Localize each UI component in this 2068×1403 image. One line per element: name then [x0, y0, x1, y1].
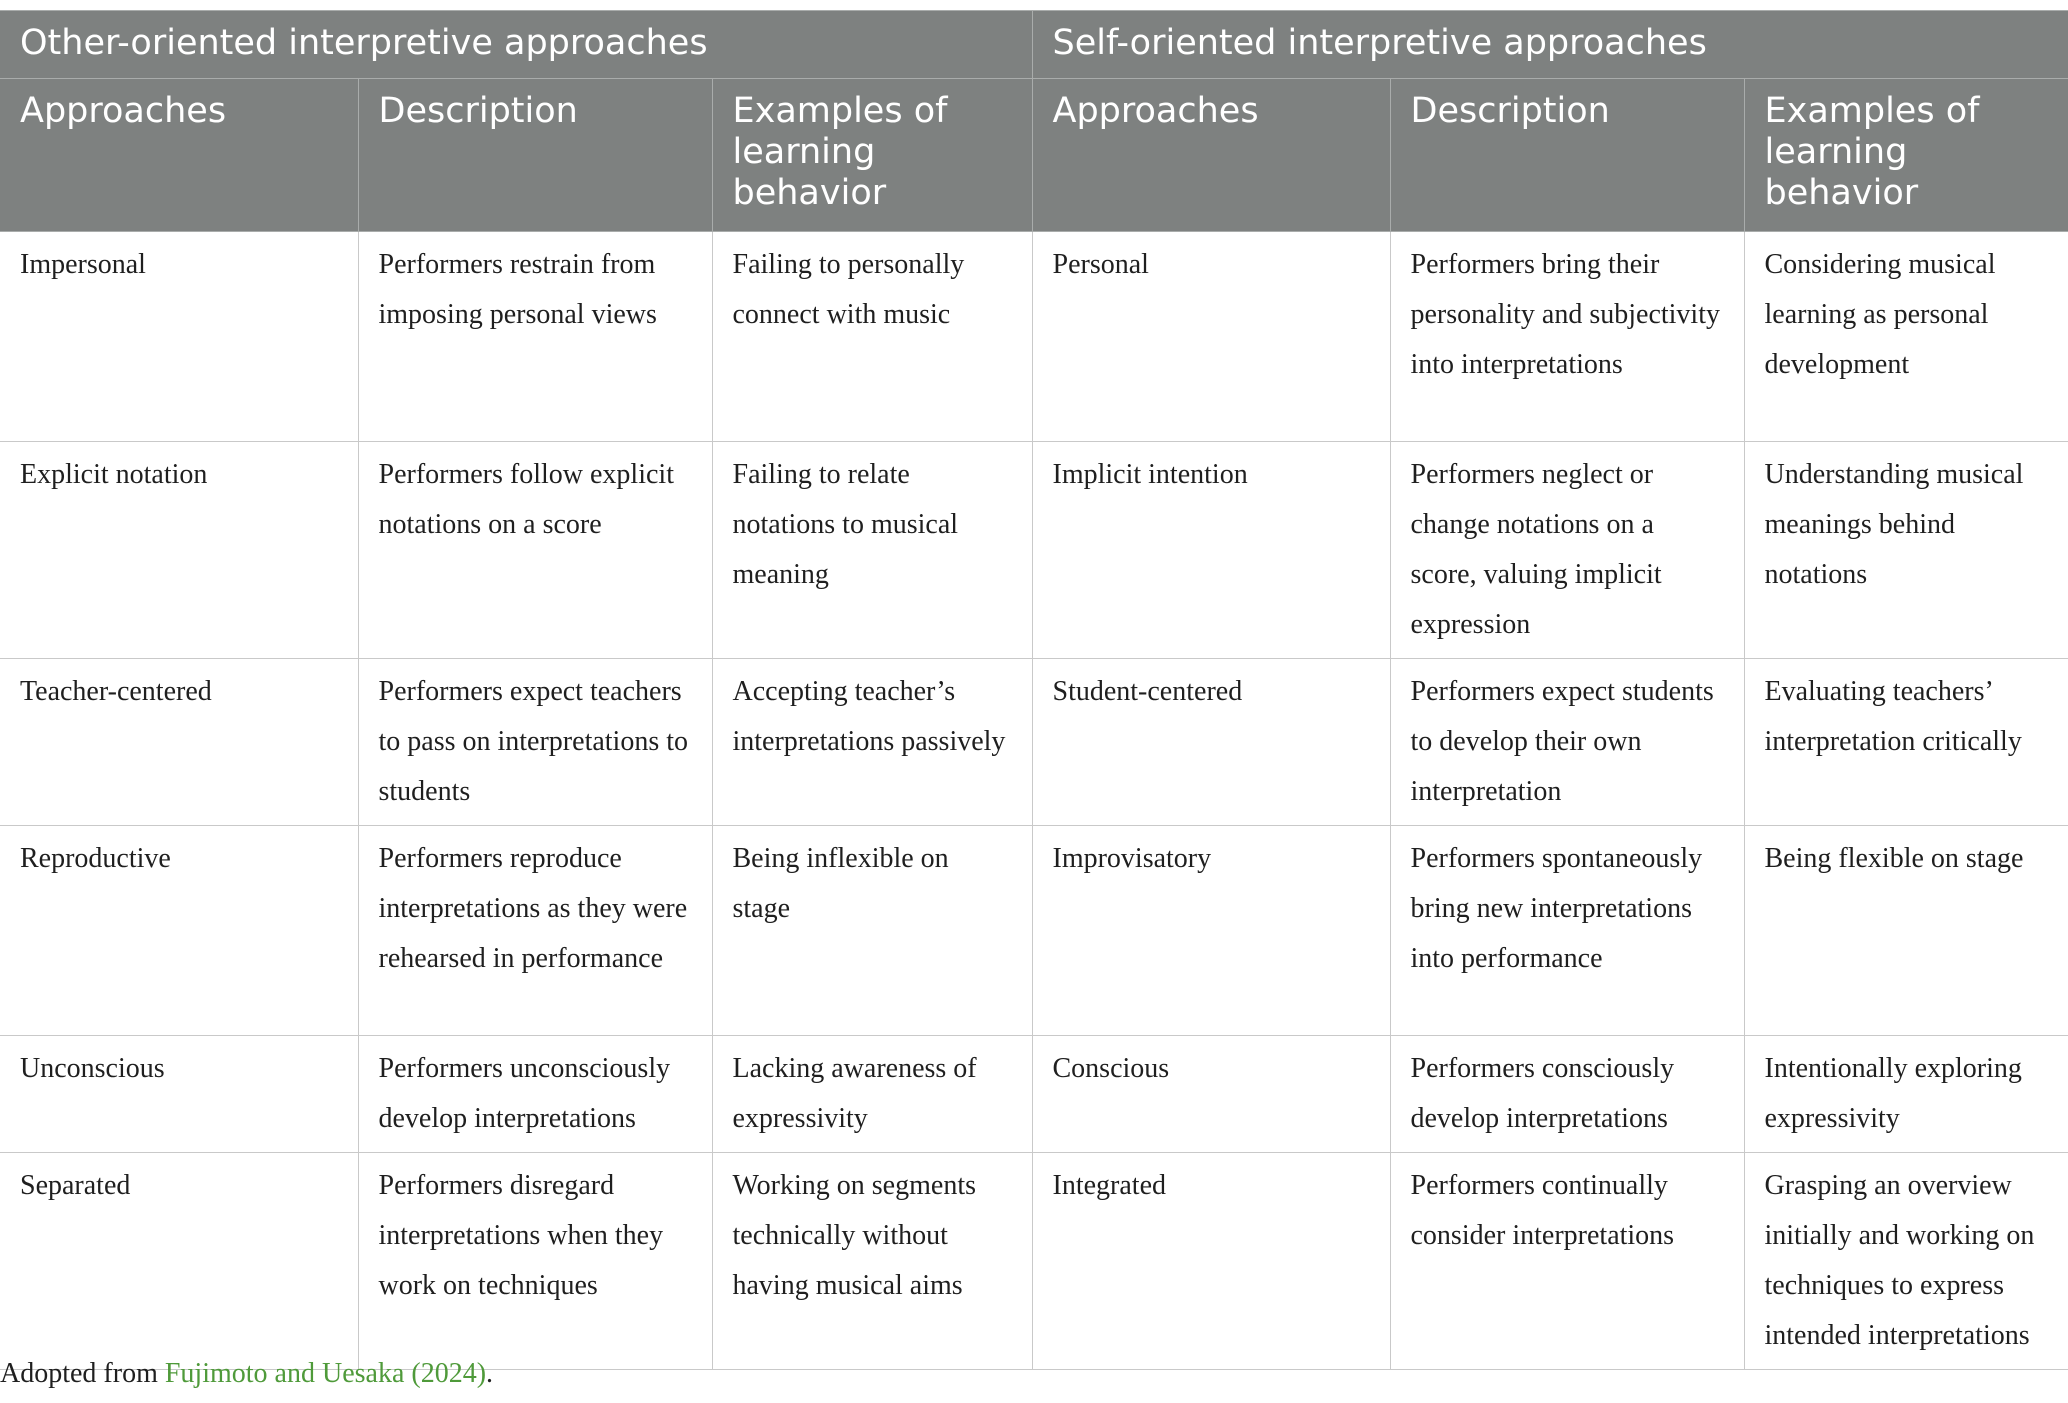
interpretive-approaches-table [0, 10, 2068, 1370]
table-cell: Understanding musical meanings behind notations [1744, 442, 2068, 659]
table-cell: Separated [0, 1153, 358, 1370]
column-header-row [0, 79, 2068, 232]
table-cell: Teacher-centered [0, 659, 358, 826]
table-cell: Working on segments technically without having musical aims [712, 1153, 1032, 1370]
table-row [0, 1153, 2068, 1370]
table-cell: Explicit notation [0, 442, 358, 659]
table-cell: Failing to personally connect with music [712, 232, 1032, 442]
table-cell: Performers expect teachers to pass on interpretations to students [358, 659, 712, 826]
table-cell: Performers neglect or change notations on a score, valuing implicit expression [1390, 442, 1744, 659]
table-cell: Intentionally exploring expressivity [1744, 1036, 2068, 1153]
table-row [0, 826, 2068, 1036]
table-cell: Integrated [1032, 1153, 1390, 1370]
table-footnote [0, 1358, 493, 1390]
group-header-other-oriented: Other-oriented interpretive approaches [0, 11, 1032, 79]
table-row [0, 442, 2068, 659]
table-cell: Improvisatory [1032, 826, 1390, 1036]
table-cell: Performers unconsciously develop interpretations [358, 1036, 712, 1153]
table-row [0, 1036, 2068, 1153]
table-cell: Implicit intention [1032, 442, 1390, 659]
table-cell: Reproductive [0, 826, 358, 1036]
table-cell: Performers follow explicit notations on a score [358, 442, 712, 659]
table-cell: Performers restrain from imposing personal views [358, 232, 712, 442]
group-header-self-oriented: Self-oriented interpretive approaches [1032, 11, 2068, 79]
column-header: Description [358, 79, 712, 232]
table-cell: Considering musical learning as personal development [1744, 232, 2068, 442]
table-cell: Lacking awareness of expressivity [712, 1036, 1032, 1153]
table-row [0, 659, 2068, 826]
table-cell: Performers expect students to develop their own interpretation [1390, 659, 1744, 826]
table-cell: Evaluating teachers’ interpretation critically [1744, 659, 2068, 826]
table-cell: Failing to relate notations to musical meaning [712, 442, 1032, 659]
table-cell: Accepting teacher’s interpretations passively [712, 659, 1032, 826]
column-header: Examples of learning behavior [1744, 79, 2068, 232]
table-cell: Performers disregard interpretations when they work on techniques [358, 1153, 712, 1370]
table-cell: Performers spontaneously bring new interpretations into performance [1390, 826, 1744, 1036]
reference-link[interactable]: Fujimoto and Uesaka (2024) [164, 1358, 487, 1389]
table-cell: Impersonal [0, 232, 358, 442]
group-header-row [0, 11, 2068, 79]
table-cell: Unconscious [0, 1036, 358, 1153]
table-cell: Performers continually consider interpretations [1390, 1153, 1744, 1370]
column-header: Approaches [0, 79, 358, 232]
table-cell: Being inflexible on stage [712, 826, 1032, 1036]
column-header: Approaches [1032, 79, 1390, 232]
footnote-suffix: . [486, 1358, 494, 1389]
table-cell: Grasping an overview initially and working on techniques to express intended interpretations [1744, 1153, 2068, 1370]
table-cell: Performers bring their personality and subjectivity into interpretations [1390, 232, 1744, 442]
footnote-prefix: Adopted from [0, 1358, 165, 1389]
table-row [0, 232, 2068, 442]
column-header: Examples of learning behavior [712, 79, 1032, 232]
table-cell: Being flexible on stage [1744, 826, 2068, 1036]
table-cell: Conscious [1032, 1036, 1390, 1153]
table-cell: Student-centered [1032, 659, 1390, 826]
table-cell: Performers consciously develop interpretations [1390, 1036, 1744, 1153]
table-cell: Performers reproduce interpretations as they were rehearsed in performance [358, 826, 712, 1036]
table-cell: Personal [1032, 232, 1390, 442]
column-header: Description [1390, 79, 1744, 232]
